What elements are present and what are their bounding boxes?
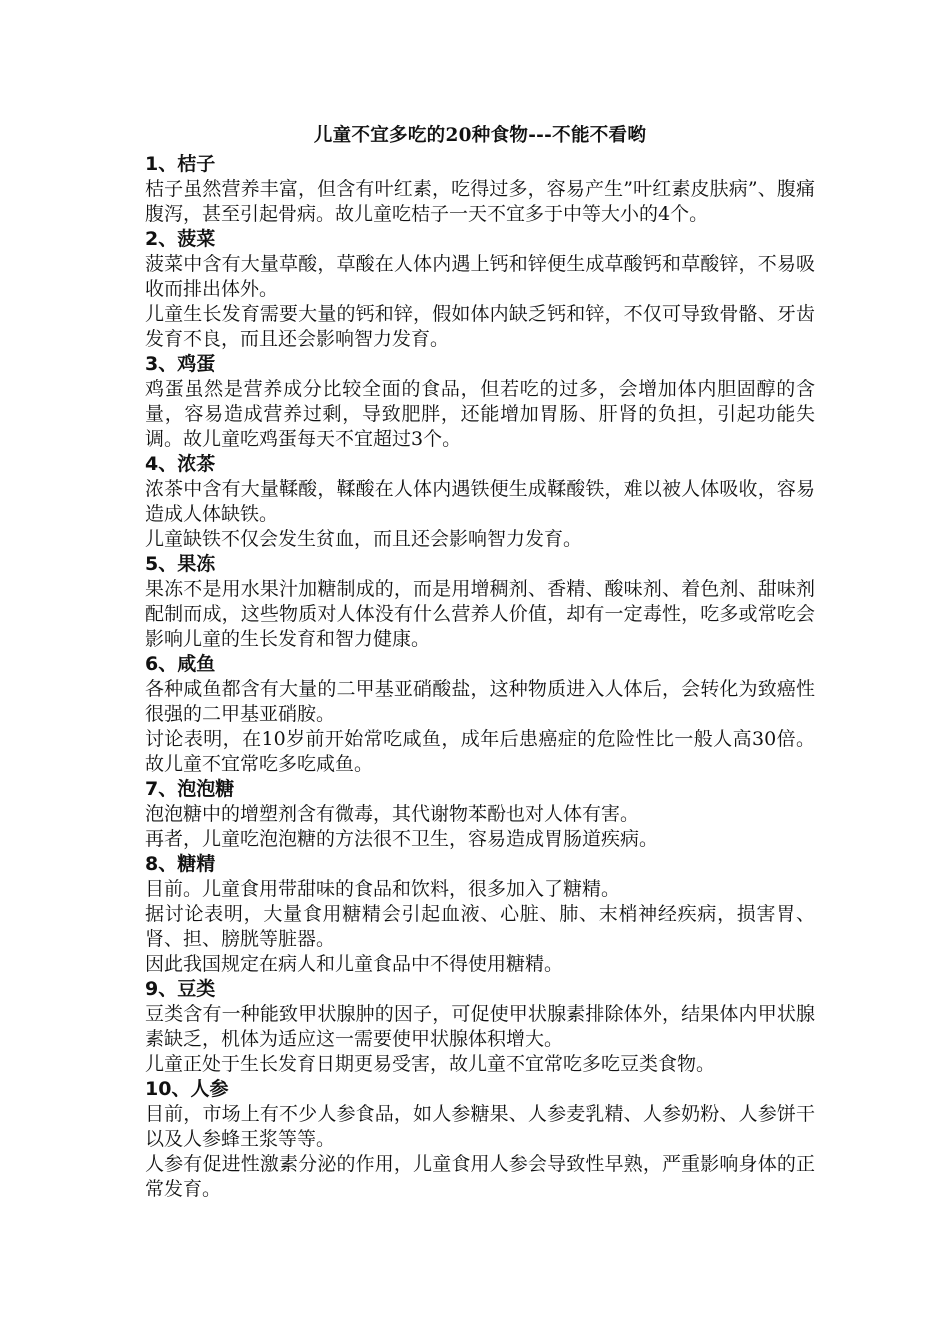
section-ginseng: [145, 1077, 815, 1202]
section-paragraph: 据讨论表明，大量食用糖精会引起血液、心脏、肺、末梢神经疾病，损害胃、肾、担、膀胱等脏器。: [145, 903, 815, 950]
section-heading: 6、咸鱼: [145, 653, 216, 675]
section-paragraph: 因此我国规定在病人和儿童食品中不得使用糖精。: [145, 953, 564, 975]
section-paragraph: 目前。儿童食用带甜味的食品和饮料，很多加入了糖精。: [145, 878, 621, 900]
section-heading: 3、鸡蛋: [145, 353, 216, 375]
section-paragraph: 菠菜中含有大量草酸，草酸在人体内遇上钙和锌便生成草酸钙和草酸锌，不易吸收而排出体外。: [145, 253, 815, 300]
section-paragraph: 豆类含有一种能致甲状腺肿的因子，可促使甲状腺素排除体外，结果体内甲状腺素缺乏，机体为适应这一需要使甲状腺体积增大。: [145, 1003, 815, 1050]
section-paragraph: 桔子虽然营养丰富，但含有叶红素，吃得过多，容易产生”叶红素皮肤病”、腹痛腹泻，甚至引起骨病。故儿童吃桔子一天不宜多于中等大小的4个。: [145, 178, 815, 225]
section-paragraph: 儿童缺铁不仅会发生贫血，而且还会影响智力发育。: [145, 528, 583, 550]
section-salted-fish: [145, 652, 815, 777]
section-paragraph: 浓茶中含有大量鞣酸，鞣酸在人体内遇铁便生成鞣酸铁，难以被人体吸收，容易造成人体缺铁。: [145, 478, 815, 525]
section-beans: [145, 977, 815, 1077]
section-jelly: [145, 552, 815, 652]
section-heading: 4、浓茶: [145, 453, 216, 475]
section-saccharin: [145, 852, 815, 977]
section-heading: 10、人参: [145, 1078, 229, 1100]
section-paragraph: 人参有促进性激素分泌的作用，儿童食用人参会导致性早熟，严重影响身体的正常发育。: [145, 1153, 815, 1200]
section-paragraph: 果冻不是用水果汁加糖制成的，而是用增稠剂、香精、酸味剂、着色剂、甜味剂配制而成，这些物质对人体没有什么营养人价值，却有一定毒性，吃多或常吃会影响儿童的生长发育和智力健康。: [145, 578, 815, 650]
document-title: 儿童不宜多吃的20种食物---不能不看哟: [313, 125, 647, 146]
section-strong-tea: [145, 452, 815, 552]
section-paragraph: 儿童正处于生长发育日期更易受害，故儿童不宜常吃多吃豆类食物。: [145, 1053, 716, 1075]
document-page: [145, 122, 815, 1202]
section-paragraph: 目前，市场上有不少人参食品，如人参糖果、人参麦乳精、人参奶粉、人参饼干以及人参蜂王浆等等。: [145, 1103, 815, 1150]
section-paragraph: 再者，儿童吃泡泡糖的方法很不卫生，容易造成胃肠道疾病。: [145, 828, 659, 850]
section-paragraph: 各种咸鱼都含有大量的二甲基亚硝酸盐，这种物质进入人体后，会转化为致癌性很强的二甲基亚硝胺。: [145, 678, 815, 725]
section-heading: 8、糖精: [145, 853, 216, 875]
section-heading: 9、豆类: [145, 978, 216, 1000]
section-heading: 1、桔子: [145, 153, 216, 175]
section-orange: [145, 152, 815, 227]
section-heading: 7、泡泡糖: [145, 778, 235, 800]
section-paragraph: 儿童生长发育需要大量的钙和锌，假如体内缺乏钙和锌，不仅可导致骨骼、牙齿发育不良，而且还会影响智力发育。: [145, 303, 815, 350]
section-spinach: [145, 227, 815, 352]
section-egg: [145, 352, 815, 452]
section-paragraph: 鸡蛋虽然是营养成分比较全面的食品，但若吃的过多，会增加体内胆固醇的含量，容易造成营养过剩，导致肥胖，还能增加胃肠、肝肾的负担，引起功能失调。故儿童吃鸡蛋每天不宜超过3个。: [145, 378, 815, 450]
section-heading: 2、菠菜: [145, 228, 216, 250]
section-paragraph: 泡泡糖中的增塑剂含有微毒，其代谢物苯酚也对人体有害。: [145, 803, 640, 825]
section-paragraph: 讨论表明，在10岁前开始常吃咸鱼，成年后患癌症的危险性比一般人高30倍。 故儿童不宜常吃多吃咸鱼。: [145, 728, 815, 775]
section-bubble-gum: [145, 777, 815, 852]
section-heading: 5、果冻: [145, 553, 216, 575]
